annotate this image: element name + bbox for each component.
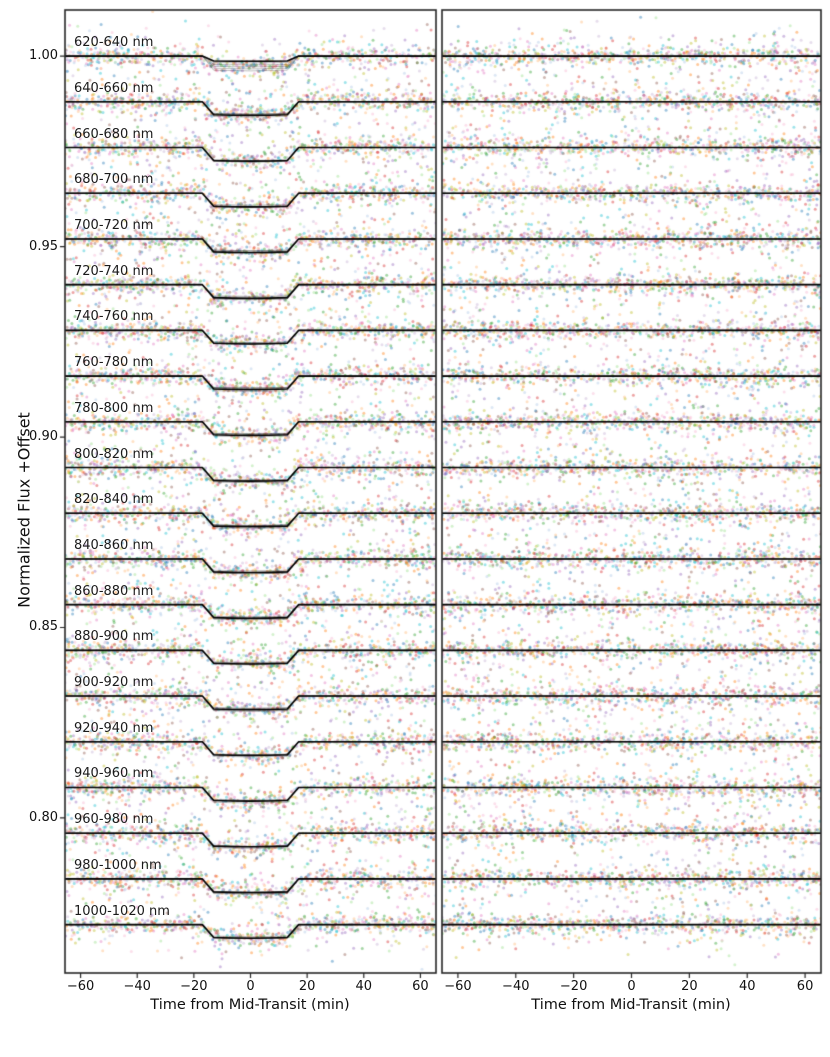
- wavelength-bin-label: 760-780 nm: [74, 355, 154, 371]
- y-tick-label: 1.00: [29, 48, 58, 64]
- x-tick-label: −20: [559, 979, 588, 994]
- x-tick-label: 0: [627, 979, 636, 994]
- y-tick-label: 0.80: [29, 809, 58, 825]
- x-tick-label: 60: [796, 979, 814, 994]
- y-tick-label: 0.95: [29, 238, 58, 254]
- x-tick-label: −20: [180, 979, 208, 994]
- x-tick-label: 0: [246, 979, 255, 994]
- wavelength-bin-label: 720-740 nm: [74, 263, 154, 279]
- wavelength-bin-label: 840-860 nm: [74, 537, 154, 553]
- wavelength-bin-label: 980-1000 nm: [74, 857, 162, 873]
- x-tick-label: −60: [444, 979, 472, 994]
- wavelength-bin-label: 680-700 nm: [74, 172, 154, 188]
- x-axis-label-left-panel: Time from Mid-Transit (min): [150, 997, 350, 1013]
- wavelength-bin-label: 880-900 nm: [74, 629, 154, 645]
- wavelength-bin-label: 960-980 nm: [74, 812, 154, 828]
- wavelength-bin-label: 800-820 nm: [74, 446, 154, 462]
- wavelength-bin-label: 940-960 nm: [74, 766, 154, 782]
- wavelength-bin-label: 900-920 nm: [74, 675, 154, 691]
- wavelength-bin-label: 640-660 nm: [74, 80, 154, 96]
- x-tick-label: −40: [502, 979, 530, 994]
- x-tick-label: −60: [66, 979, 95, 994]
- wavelength-bin-label: 860-880 nm: [74, 583, 154, 599]
- y-axis-label: Normalized Flux +Offset: [14, 412, 34, 608]
- y-tick-label: 0.90: [29, 429, 58, 445]
- y-tick-label: 0.85: [29, 619, 58, 635]
- wavelength-bin-label: 620-640 nm: [74, 35, 154, 51]
- x-tick-label: 40: [738, 979, 756, 994]
- x-tick-label: 20: [681, 979, 698, 994]
- wavelength-bin-label: 780-800 nm: [74, 400, 154, 416]
- x-axis-label-right-panel: Time from Mid-Transit (min): [531, 997, 731, 1013]
- wavelength-bin-label: 700-720 nm: [74, 217, 154, 233]
- x-tick-label: −40: [123, 979, 151, 994]
- wavelength-bin-label: 1000-1020 nm: [74, 903, 170, 919]
- x-tick-label: 20: [298, 979, 316, 994]
- wavelength-bin-label: 820-840 nm: [74, 492, 154, 508]
- wavelength-bin-label: 660-680 nm: [74, 126, 154, 142]
- x-tick-label: 40: [355, 979, 373, 994]
- x-tick-label: 60: [412, 979, 429, 994]
- wavelength-bin-label: 920-940 nm: [74, 720, 154, 736]
- wavelength-bin-label: 740-760 nm: [74, 309, 154, 325]
